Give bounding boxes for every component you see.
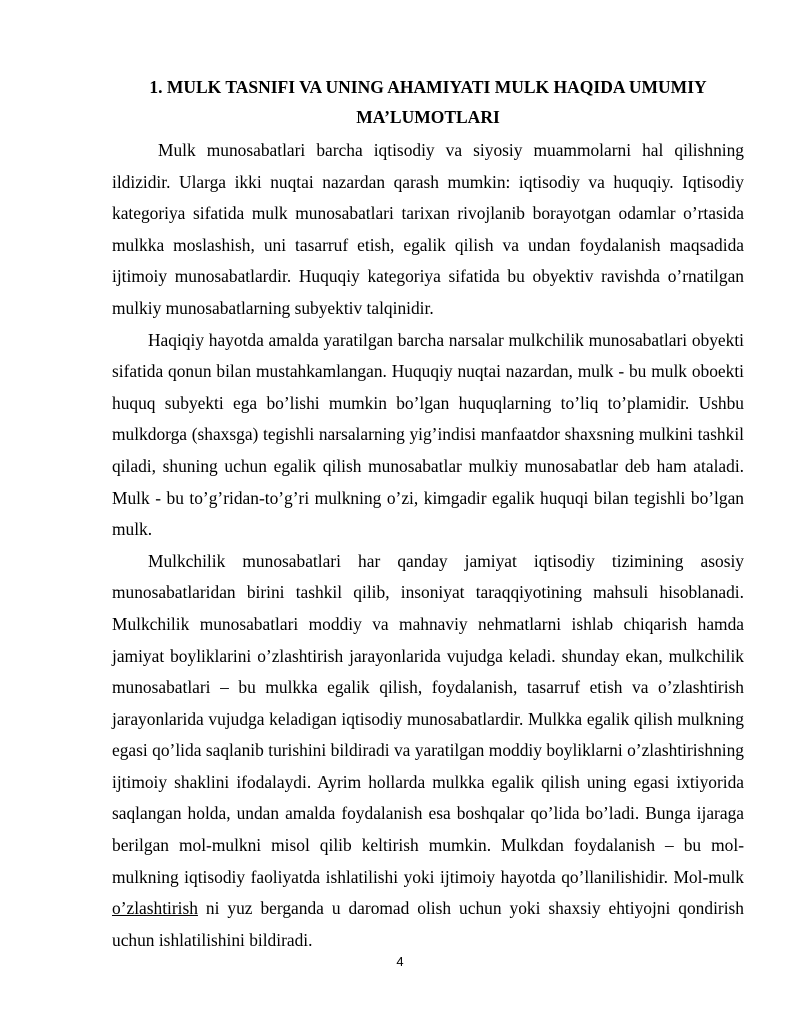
page-number: 4 <box>396 954 404 969</box>
paragraph-3 <box>112 546 744 957</box>
paragraph-3-tail: ni yuz berganda u daromad olish uchun yoki shaxsiy ehtiyojni qondirish uchun ishlatilishini bildiradi. <box>112 898 744 950</box>
paragraph-1: Mulk munosabatlari barcha iqtisodiy va siyosiy muammolarni hal qilishning ildizidir. Ularga ikki nuqtai nazardan qarash mumkin: iqtisodiy va huquqiy. Iqtisodiy kategoriya sifatida mulk munosabatlari tarixan rivojlanib borayotgan odamlar o’rtasida mulkka moslashish, uni tasarruf etish, egalik qilish va undan foydalanish maqsadida ijtimoiy munosabatlardir. Huquqiy kategoriya sifatida bu obyektiv ravishda o’rnatilgan mulkiy munosabatlarning subyektiv talqinidir. <box>112 140 744 318</box>
paragraph-3-text: Mulkchilik munosabatlari har qanday jamiyat iqtisodiy tizimining asosiy munosabatlaridan birini tashkil qilib, insoniyat taraqqiyotining mahsuli hisoblanadi. Mulkchilik munosabatlari moddiy va mahnaviy nehmatlarni ishlab chiqarish hamda jamiyat boyliklarini o’zlashtirish jarayonlarida vujudga keladi. shunday ekan, mulkchilik munosabatlari – bu mulkka egalik qilish, foydalanish, tasarruf etish va o’zlashtirish jarayonlarida vujudga keladigan iqtisodiy munosabatlardir. Mulkka egalik qilish mulkning egasi qo’lida saqlanib turishini bildiradi va yaratilgan moddiy boyliklarni o’zlashtirishning ijtimoiy shaklini ifodalaydi. Ayrim hollarda mulkka egalik qilish uning egasi ixtiyorida saqlangan holda, undan amalda foydalanish esa boshqalar qo’lida bo’ladi. Bunga ijaraga berilgan mol-mulkni misol qilib keltirish mumkin. Mulkdan foydalanish – bu mol-mulkning iqtisodiy faoliyatda ishlatilishi yoki ijtimoiy hayotda qo’llanilishidir. Mol-mulk <box>112 550 744 887</box>
page-title: 1. MULK TASNIFI VA UNING AHAMIYATI MULK HAQIDA UMUMIY MA’LUMOTLARI <box>149 77 707 127</box>
underlined-term-link[interactable]: o’zlashtirish <box>112 898 198 919</box>
paragraph-2: Haqiqiy hayotda amalda yaratilgan barcha narsalar mulkchilik munosabatlari obyekti sifatida qonun bilan mustahkamlangan. Huquqiy nuqtai nazardan, mulk - bu mulk oboekti huquq subyekti ega bo’lishi mumkin bo’lgan huquqlarning to’liq to’plamidir. Ushbu mulkdorga (shaxsga) tegishli narsalarning yig’indisi manfaatdor shaxsning mulkini tashkil qiladi, shuning uchun egalik qilish munosabatlar mulkiy munosabatlar deb ham ataladi. Mulk - bu to’g’ridan-to’g’ri mulkning o’zi, kimgadir egalik huquqi bilan tegishli bo’lgan mulk. <box>112 329 744 540</box>
